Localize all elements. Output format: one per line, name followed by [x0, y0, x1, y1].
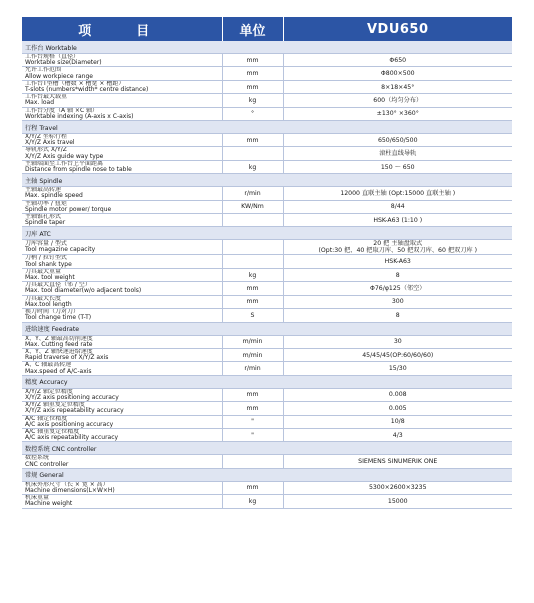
spec-unit: mm	[222, 481, 283, 494]
spec-item-cn: 工作台最大载重	[25, 93, 68, 101]
spec-value-line: 8×18×45°	[381, 83, 415, 91]
spec-item-en: CNC controller	[25, 460, 69, 468]
section-title: 常规 General	[22, 468, 512, 481]
spec-item-en: Max. load	[25, 99, 55, 107]
spec-unit: mm	[222, 80, 283, 93]
spec-value-line: 0.008	[388, 391, 407, 399]
spec-unit: kg	[222, 268, 283, 281]
spec-row	[22, 335, 512, 348]
spec-item	[22, 214, 222, 227]
spec-unit: mm	[222, 54, 283, 67]
section-header-row	[22, 375, 512, 388]
spec-value-line: 15/30	[388, 365, 407, 373]
spec-item-en: Spindle motor power/ torque	[25, 205, 112, 213]
spec-value	[283, 67, 512, 80]
spec-item-en: A/C axis positioning accuracy	[25, 420, 114, 428]
spec-value	[283, 80, 512, 93]
spec-row	[22, 80, 512, 93]
spec-item-cn: A、C 轴最高转速	[25, 361, 72, 369]
section-title: 行程 Travel	[22, 121, 512, 134]
spec-value	[283, 107, 512, 120]
spec-item-en: Max. Cutting feed rate	[25, 340, 93, 348]
spec-value-line: Φ800×500	[380, 70, 415, 78]
spec-table	[22, 17, 512, 509]
spec-unit: mm	[222, 402, 283, 415]
spec-item-en: Worktable size(Diameter)	[25, 59, 102, 67]
spec-unit: S	[222, 309, 283, 322]
spec-value	[283, 348, 512, 361]
spec-value-line: HSK-A63	[384, 258, 411, 266]
spec-row	[22, 495, 512, 508]
spec-item-cn: 刀具最大直径（邻 / 空）	[25, 281, 91, 289]
spec-value-line: 滚柱直线导轨	[379, 150, 417, 158]
spec-value-line: 4/3	[392, 431, 403, 439]
spec-item-cn: 机床重量	[25, 494, 50, 502]
spec-unit: mm	[222, 295, 283, 308]
spec-item	[22, 147, 222, 160]
spec-unit: m/min	[222, 335, 283, 348]
spec-value-line: 10/8	[390, 418, 405, 426]
spec-unit: °	[222, 107, 283, 120]
spec-unit	[222, 455, 283, 468]
spec-item-cn: 允许工作范围	[25, 66, 62, 74]
section-title: 工作台 Worktable	[22, 41, 512, 54]
spec-value	[283, 282, 512, 295]
section-header-row	[22, 468, 512, 481]
spec-item-en: Tool change time (T-T)	[25, 314, 92, 322]
spec-value-line: 600（均匀分布）	[373, 96, 423, 104]
spec-row	[22, 160, 512, 173]
spec-row	[22, 54, 512, 67]
spec-value	[283, 481, 512, 494]
section-title: 主轴 Spindle	[22, 174, 512, 187]
spec-unit: "	[222, 415, 283, 428]
spec-row	[22, 481, 512, 494]
spec-item	[22, 107, 222, 120]
spec-unit: r/min	[222, 362, 283, 375]
spec-unit: r/min	[222, 187, 283, 200]
spec-value	[283, 160, 512, 173]
spec-item	[22, 134, 222, 147]
spec-item-cn: 主轴最高转速	[25, 186, 62, 194]
spec-item-cn: X/Y/Z 轴定位精度	[25, 388, 73, 395]
spec-unit: kg	[222, 495, 283, 508]
spec-item-en: A/C axis repeatability accuracy	[25, 434, 119, 442]
spec-row	[22, 200, 512, 213]
spec-unit: mm	[222, 134, 283, 147]
spec-value	[283, 415, 512, 428]
spec-value	[283, 134, 512, 147]
spec-item-cn: X、Y、Z 轴最高切削速度	[25, 335, 93, 342]
spec-value-line: 8	[395, 311, 400, 319]
spec-row	[22, 295, 512, 308]
spec-item	[22, 295, 222, 308]
spec-item-en: Machine weight	[25, 500, 73, 508]
spec-value	[283, 200, 512, 213]
spec-unit: kg	[222, 160, 283, 173]
spec-value	[283, 214, 512, 227]
section-header-row	[22, 121, 512, 134]
spec-item-en: Max.speed of A/C-axis	[25, 367, 92, 375]
spec-row	[22, 428, 512, 441]
spec-value-line: HSK-A63 (1:10 )	[373, 216, 423, 224]
section-title: 刀库 ATC	[22, 227, 512, 240]
spec-unit	[222, 240, 283, 255]
spec-value	[283, 295, 512, 308]
spec-value	[283, 268, 512, 281]
spec-value	[283, 455, 512, 468]
spec-row	[22, 348, 512, 361]
spec-item-en: Tool magazine capacity	[25, 246, 96, 254]
spec-item-en: Rapid traverse of X/Y/Z axis	[25, 354, 109, 362]
spec-value-line: (Opt:30 把、40 把取刀库、50 把双刀库、60 把双刀库 )	[318, 247, 477, 255]
spec-item	[22, 495, 222, 508]
spec-row	[22, 134, 512, 147]
spec-item	[22, 160, 222, 173]
spec-body	[22, 41, 512, 508]
spec-value	[283, 495, 512, 508]
spec-value	[283, 309, 512, 322]
spec-item-cn: X/Y/Z 轴重复定位精度	[25, 401, 85, 409]
spec-row	[22, 309, 512, 322]
spec-item	[22, 309, 222, 322]
spec-item	[22, 268, 222, 281]
spec-value	[283, 388, 512, 401]
section-title: 进给速度 Feedrate	[22, 322, 512, 335]
spec-item-en: X/Y/Z axis repeatability accuracy	[25, 407, 124, 415]
spec-value	[283, 147, 512, 160]
spec-row	[22, 214, 512, 227]
spec-item-cn: 刀具最大重量	[25, 268, 62, 275]
spec-unit: kg	[222, 94, 283, 107]
spec-value-line: 45/45/45(OP:60/60/60)	[362, 351, 434, 359]
spec-item	[22, 94, 222, 107]
header-row	[22, 17, 512, 41]
spec-value-line: 150 ～ 650	[380, 163, 415, 171]
spec-item	[22, 455, 222, 468]
spec-row	[22, 268, 512, 281]
spec-item-en: Max. spindle speed	[25, 192, 83, 200]
spec-item	[22, 54, 222, 67]
spec-value	[283, 187, 512, 200]
section-header-row	[22, 41, 512, 54]
spec-item	[22, 282, 222, 295]
spec-row	[22, 147, 512, 160]
spec-value-line: 5300×2600×3235	[368, 484, 427, 492]
spec-unit: mm	[222, 282, 283, 295]
spec-item-en: Max.tool length	[25, 300, 72, 308]
spec-item	[22, 415, 222, 428]
spec-item-cn: 主轴锥孔形式	[25, 213, 62, 221]
spec-value-line: 20 把 主轴盘取式	[373, 240, 423, 248]
spec-value	[283, 54, 512, 67]
section-header-row	[22, 227, 512, 240]
spec-item-cn: 刀库容量 / 型式	[25, 240, 67, 248]
spec-value	[283, 255, 512, 268]
spec-value-line: 12000 直联主轴 (Opt:15000 直联主轴 )	[340, 189, 456, 197]
spec-item-en: Allow workpiece range	[25, 72, 93, 80]
spec-value-line: 30	[393, 338, 402, 346]
spec-item-en: Machine dimensions(L×W×H)	[25, 486, 115, 494]
spec-item-en: Distance from spindle nose to table	[25, 166, 132, 174]
spec-value	[283, 335, 512, 348]
spec-row	[22, 187, 512, 200]
section-header-row	[22, 174, 512, 187]
spec-item	[22, 428, 222, 441]
spec-item-en: Worktable indexing (A-axis x C-axis)	[25, 112, 134, 120]
spec-item-en: T-slots (numbers*width* centre distance)	[25, 86, 149, 94]
spec-value-line: 15000	[387, 497, 408, 505]
spec-item-cn: 数控系统	[25, 454, 50, 462]
spec-row	[22, 455, 512, 468]
spec-item-en: Tool shank type	[25, 260, 72, 268]
spec-row	[22, 94, 512, 107]
spec-value	[283, 240, 512, 255]
spec-unit	[222, 214, 283, 227]
spec-row	[22, 388, 512, 401]
spec-unit	[222, 147, 283, 160]
spec-item	[22, 362, 222, 375]
spec-value-line: Φ650	[389, 56, 407, 64]
spec-row	[22, 67, 512, 80]
spec-item-cn: A/C 轴重复定位精度	[25, 428, 80, 435]
spec-item-cn: A/C 轴定位精度	[25, 415, 68, 422]
spec-item-en: Max. tool weight	[25, 274, 75, 282]
spec-item	[22, 80, 222, 93]
spec-item	[22, 402, 222, 415]
spec-item-cn: X/Y/Z 坐标行程	[25, 133, 67, 141]
spec-item-en: X/Y/Z Axis guide way type	[25, 152, 104, 160]
spec-item-cn: 换刀时间（刀对刀）	[25, 308, 80, 316]
spec-item-cn: 导轨形式 X/Y/Z	[25, 146, 67, 154]
spec-value-line: SIEMENS SINUMERIK ONE	[358, 458, 438, 466]
spec-unit: "	[222, 428, 283, 441]
spec-item	[22, 255, 222, 268]
header-unit: 单位	[222, 17, 283, 41]
spec-row	[22, 415, 512, 428]
spec-row	[22, 255, 512, 268]
spec-item-en: Spindle taper	[25, 219, 66, 227]
spec-item-cn: 工作台规格（直径）	[25, 53, 80, 60]
spec-unit	[222, 255, 283, 268]
spec-row	[22, 240, 512, 255]
spec-unit: m/min	[222, 348, 283, 361]
spec-value-line: 8	[395, 271, 400, 279]
header-model: VDU650	[283, 17, 512, 41]
spec-value-line: 8/44	[390, 203, 405, 211]
spec-item	[22, 67, 222, 80]
spec-item	[22, 187, 222, 200]
spec-value	[283, 402, 512, 415]
spec-unit: mm	[222, 388, 283, 401]
spec-value-line: Φ76/φ125（邻空）	[370, 284, 426, 292]
spec-item-cn: 主轴功率 / 扭矩	[25, 200, 67, 207]
spec-value	[283, 362, 512, 375]
spec-item-cn: X、Y、Z 轴快速进给速度	[25, 348, 93, 355]
spec-item	[22, 200, 222, 213]
spec-item-cn: 刀柄 / 拉钉型式	[25, 254, 67, 262]
spec-row	[22, 282, 512, 295]
spec-row	[22, 107, 512, 120]
section-title: 精度 Accuracy	[22, 375, 512, 388]
spec-row	[22, 402, 512, 415]
spec-item-en: Max. tool diameter(w/o adjacent tools)	[25, 287, 142, 295]
spec-item	[22, 481, 222, 494]
spec-item-en: X/Y/Z axis positioning accuracy	[25, 393, 119, 401]
spec-value-line: ±130° ×360°	[376, 110, 419, 118]
spec-row	[22, 362, 512, 375]
spec-item	[22, 348, 222, 361]
spec-item-cn: 工作台T型槽（槽数 × 槽宽 × 槽距）	[25, 80, 125, 87]
spec-unit: KW/Nm	[222, 200, 283, 213]
section-title: 数控系统 CNC controller	[22, 442, 512, 455]
spec-item	[22, 240, 222, 255]
spec-item-en: X/Y/Z Axis travel	[25, 139, 75, 147]
spec-value	[283, 428, 512, 441]
spec-value	[283, 94, 512, 107]
section-header-row	[22, 322, 512, 335]
spec-unit: mm	[222, 67, 283, 80]
spec-item-cn: 工作台分度（A 轴 ×C 轴）	[25, 107, 99, 114]
spec-value-line: 300	[391, 298, 404, 306]
spec-value-line: 650/650/500	[377, 136, 418, 144]
spec-value-line: 0.005	[388, 404, 407, 412]
section-header-row	[22, 442, 512, 455]
header-item: 项 目	[22, 17, 222, 41]
spec-item-cn: 机床外形尺寸（长 × 宽 × 高）	[25, 481, 109, 488]
spec-item-cn: 刀具最大长度	[25, 295, 62, 302]
spec-item	[22, 335, 222, 348]
spec-item-cn: 主轴端面至工作台上平面距离	[25, 160, 104, 167]
spec-item	[22, 388, 222, 401]
